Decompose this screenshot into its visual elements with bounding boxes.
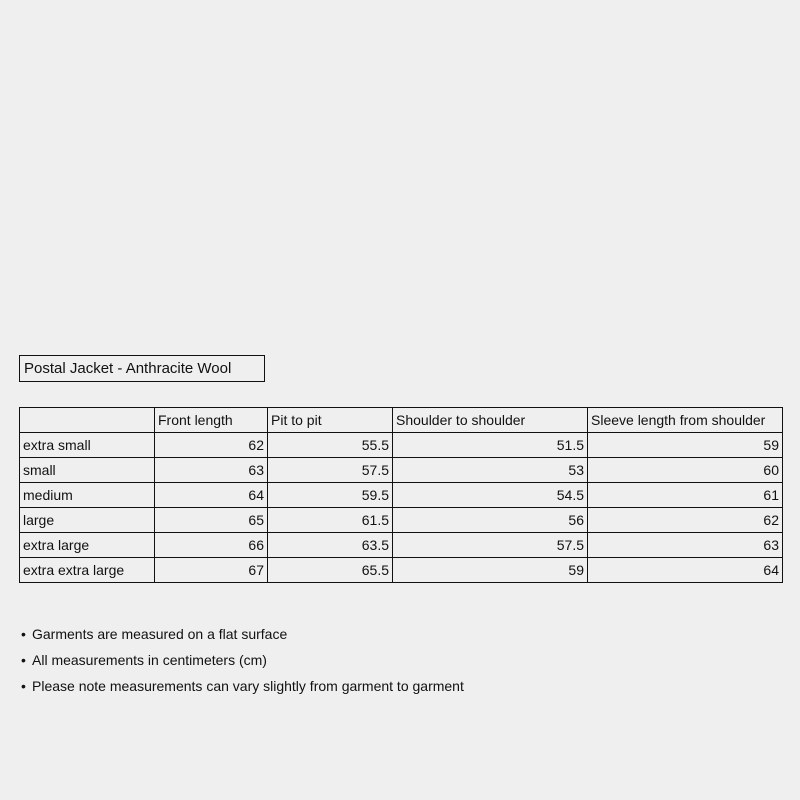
table-row [20, 483, 783, 508]
header-front-length: Front length [155, 408, 268, 433]
pit-to-pit-value: 63.5 [268, 533, 393, 558]
table-header-row [20, 408, 783, 433]
sleeve-value: 61 [588, 483, 783, 508]
front-length-value: 63 [155, 458, 268, 483]
sleeve-value: 62 [588, 508, 783, 533]
sleeve-value: 60 [588, 458, 783, 483]
table-row [20, 433, 783, 458]
header-pit-to-pit: Pit to pit [268, 408, 393, 433]
size-label: extra extra large [20, 558, 155, 583]
front-length-value: 67 [155, 558, 268, 583]
note-text: Please note measurements can vary slightly from garment to garment [32, 678, 464, 694]
pit-to-pit-value: 55.5 [268, 433, 393, 458]
size-label: extra large [20, 533, 155, 558]
table-row [20, 558, 783, 583]
header-sleeve-length: Sleeve length from shoulder [588, 408, 783, 433]
pit-to-pit-value: 61.5 [268, 508, 393, 533]
header-size [20, 408, 155, 433]
sleeve-value: 59 [588, 433, 783, 458]
shoulder-value: 53 [393, 458, 588, 483]
pit-to-pit-value: 57.5 [268, 458, 393, 483]
product-title: Postal Jacket - Anthracite Wool [19, 355, 265, 382]
size-label: medium [20, 483, 155, 508]
note-text: Garments are measured on a flat surface [32, 626, 288, 642]
header-shoulder-to-shoulder: Shoulder to shoulder [393, 408, 588, 433]
table-row [20, 533, 783, 558]
list-item [21, 674, 464, 700]
measurement-notes [21, 622, 464, 700]
shoulder-value: 56 [393, 508, 588, 533]
note-text: All measurements in centimeters (cm) [32, 652, 267, 668]
size-label: large [20, 508, 155, 533]
front-length-value: 62 [155, 433, 268, 458]
table-row [20, 508, 783, 533]
sleeve-value: 64 [588, 558, 783, 583]
front-length-value: 65 [155, 508, 268, 533]
bullet-icon: • [21, 652, 26, 668]
pit-to-pit-value: 65.5 [268, 558, 393, 583]
shoulder-value: 57.5 [393, 533, 588, 558]
sleeve-value: 63 [588, 533, 783, 558]
table-row [20, 458, 783, 483]
bullet-icon: • [21, 678, 26, 694]
shoulder-value: 59 [393, 558, 588, 583]
front-length-value: 66 [155, 533, 268, 558]
pit-to-pit-value: 59.5 [268, 483, 393, 508]
list-item [21, 622, 464, 648]
size-label: extra small [20, 433, 155, 458]
shoulder-value: 54.5 [393, 483, 588, 508]
front-length-value: 64 [155, 483, 268, 508]
size-label: small [20, 458, 155, 483]
size-chart-table [19, 407, 783, 583]
list-item [21, 648, 464, 674]
shoulder-value: 51.5 [393, 433, 588, 458]
bullet-icon: • [21, 626, 26, 642]
